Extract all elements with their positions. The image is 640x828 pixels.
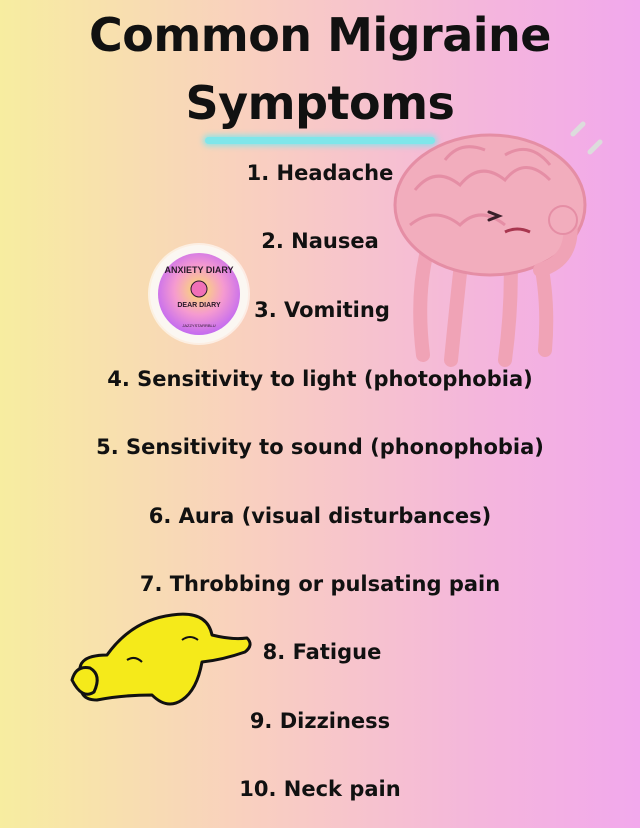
symptom-5: 5. Sensitivity to sound (phonophobia) bbox=[96, 435, 544, 459]
badge-bottom-text: JAZZYSTARRBLU bbox=[182, 323, 216, 328]
symptom-4: 4. Sensitivity to light (photophobia) bbox=[107, 367, 533, 391]
symptom-1: 1. Headache bbox=[246, 161, 394, 185]
title-line-2: Symptoms bbox=[185, 76, 455, 130]
symptom-10: 10. Neck pain bbox=[239, 777, 401, 801]
anxiety-diary-badge bbox=[150, 245, 248, 343]
symptom-3: 3. Vomiting bbox=[254, 298, 390, 322]
title-line-1: Common Migraine bbox=[88, 8, 551, 62]
badge-arc-text: ANXIETY DIARY bbox=[164, 265, 234, 275]
symptom-2: 2. Nausea bbox=[261, 229, 379, 253]
symptom-9: 9. Dizziness bbox=[249, 709, 391, 733]
symptom-6: 6. Aura (visual disturbances) bbox=[148, 504, 492, 528]
symptom-8: 8. Fatigue bbox=[262, 640, 382, 664]
badge-center-text: DEAR DIARY bbox=[177, 302, 221, 309]
symptom-7: 7. Throbbing or pulsating pain bbox=[139, 572, 501, 596]
